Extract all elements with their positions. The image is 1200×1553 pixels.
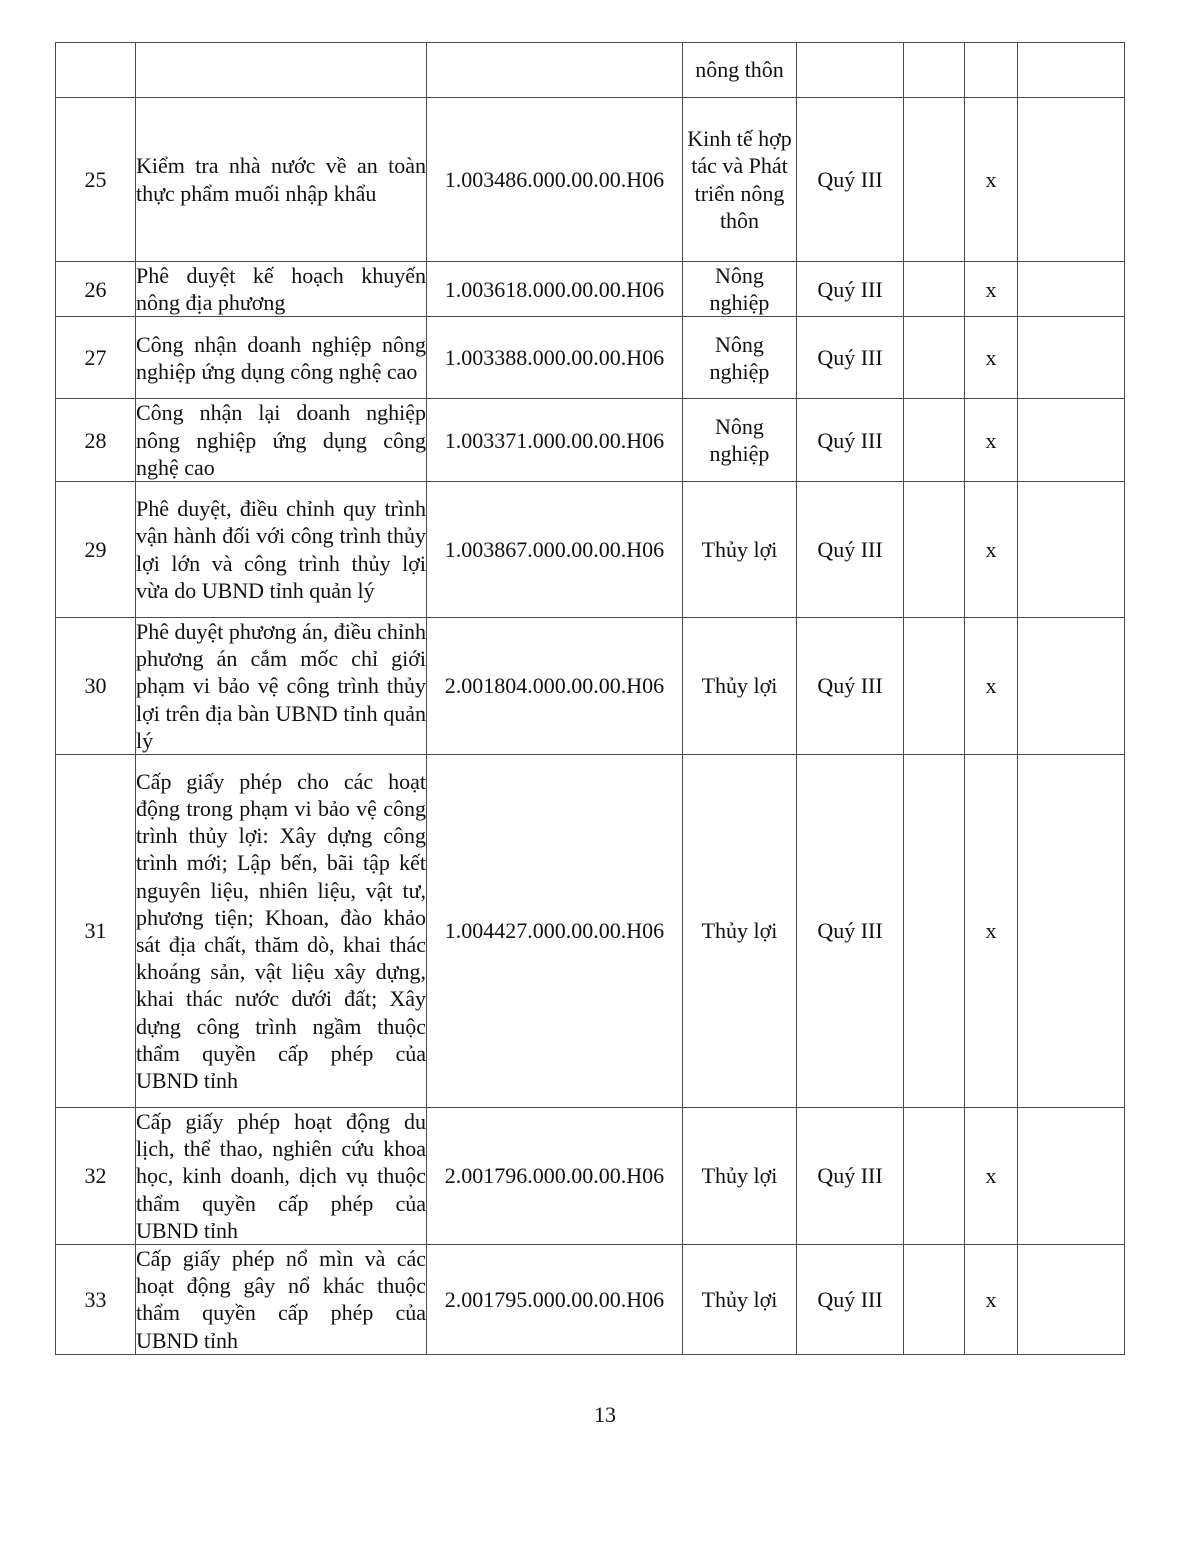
cell-col6: [904, 618, 965, 755]
cell-quarter: Quý III: [797, 1245, 904, 1355]
cell-stt: 26: [56, 262, 136, 317]
cell-name: Cấp giấy phép cho các hoạt động trong phạm vi bảo vệ công trình thủy lợi: Xây dựng công trình mới; Lập bến, bãi tập kết nguyên liệu, nhiên liệu, vật tư, phương tiện; Khoan, đào khảo sát địa chất, thăm dò, khai thác khoáng sản, vật liệu xây dựng, khai thác nước dưới đất; Xây dựng công trình ngầm thuộc thẩm quyền cấp phép của UBND tỉnh: [136, 755, 427, 1108]
cell-col6: [904, 43, 965, 98]
cell-field: Kinh tế hợp tác và Phát triển nông thôn: [683, 98, 797, 262]
cell-code: [427, 43, 683, 98]
cell-code: 1.003371.000.00.00.H06: [427, 399, 683, 482]
cell-col8: [1018, 755, 1125, 1108]
cell-quarter: Quý III: [797, 1108, 904, 1245]
cell-code: 1.003867.000.00.00.H06: [427, 482, 683, 618]
cell-col8: [1018, 399, 1125, 482]
cell-col8: [1018, 43, 1125, 98]
table-row: [56, 482, 1125, 618]
cell-name: Cấp giấy phép nổ mìn và các hoạt động gây nổ khác thuộc thẩm quyền cấp phép của UBND tỉnh: [136, 1246, 426, 1353]
cell-col7: x: [965, 317, 1018, 399]
cell-stt: 25: [56, 98, 136, 262]
cell-quarter: Quý III: [797, 755, 904, 1108]
cell-field: Thủy lợi: [683, 755, 797, 1108]
cell-name: Phê duyệt, điều chỉnh quy trình vận hành đối với công trình thủy lợi lớn và công trình thủy lợi vừa do UBND tỉnh quản lý: [136, 482, 427, 618]
procedures-table: [55, 42, 1125, 1355]
page-number: 13: [594, 1402, 616, 1427]
cell-field: Thủy lợi: [683, 1108, 797, 1245]
cell-col7: x: [965, 618, 1018, 755]
cell-col8: [1018, 1108, 1125, 1245]
cell-col7: [965, 43, 1018, 98]
cell-col6: [904, 399, 965, 482]
cell-col7: x: [965, 399, 1018, 482]
cell-col8: [1018, 618, 1125, 755]
cell-field: Nông nghiệp: [683, 399, 797, 482]
cell-quarter: Quý III: [797, 98, 904, 262]
cell-stt: 27: [56, 317, 136, 399]
cell-quarter: Quý III: [797, 399, 904, 482]
table-row: [56, 399, 1125, 482]
cell-code: 1.003486.000.00.00.H06: [427, 98, 683, 262]
cell-col6: [904, 1245, 965, 1355]
cell-quarter: Quý III: [797, 482, 904, 618]
cell-stt: 31: [56, 755, 136, 1108]
cell-col6: [904, 482, 965, 618]
cell-code: 1.003618.000.00.00.H06: [427, 262, 683, 317]
cell-field: Nông nghiệp: [683, 317, 797, 399]
cell-field: Thủy lợi: [683, 1245, 797, 1355]
cell-stt: 32: [56, 1108, 136, 1245]
cell-stt: [56, 43, 136, 98]
cell-name: Phê duyệt kế hoạch khuyến nông địa phương: [136, 263, 426, 316]
cell-col7: x: [965, 482, 1018, 618]
cell-name: Công nhận doanh nghiệp nông nghiệp ứng dụng công nghệ cao: [136, 317, 427, 399]
table-row: [56, 98, 1125, 262]
cell-code: 1.003388.000.00.00.H06: [427, 317, 683, 399]
cell-name: Kiểm tra nhà nước về an toàn thực phẩm muối nhập khẩu: [136, 98, 427, 262]
table-row: [56, 1108, 1125, 1245]
table-row-continuation: [56, 43, 1125, 98]
cell-col7: x: [965, 262, 1018, 317]
cell-field: nông thôn: [683, 43, 797, 98]
cell-col7: x: [965, 1108, 1018, 1245]
cell-col7: x: [965, 1245, 1018, 1355]
cell-col6: [904, 98, 965, 262]
cell-name: [136, 43, 427, 98]
cell-quarter: Quý III: [797, 618, 904, 755]
table-row: [56, 317, 1125, 399]
cell-name: Phê duyệt phương án, điều chỉnh phương án cắm mốc chỉ giới phạm vi bảo vệ công trình thủy lợi trên địa bàn UBND tỉnh quản lý: [136, 619, 426, 753]
table-row: [56, 755, 1125, 1108]
cell-col6: [904, 262, 965, 317]
cell-col8: [1018, 1245, 1125, 1355]
table-body: [56, 43, 1125, 1355]
cell-col7: x: [965, 755, 1018, 1108]
cell-field: Thủy lợi: [683, 618, 797, 755]
cell-stt: 29: [56, 482, 136, 618]
cell-col8: [1018, 98, 1125, 262]
cell-col8: [1018, 482, 1125, 618]
cell-code: 2.001796.000.00.00.H06: [427, 1108, 683, 1245]
cell-quarter: [797, 43, 904, 98]
cell-col6: [904, 755, 965, 1108]
cell-col8: [1018, 262, 1125, 317]
cell-col7: x: [965, 98, 1018, 262]
table-row: [56, 1245, 1125, 1355]
cell-col8: [1018, 317, 1125, 399]
cell-field: Nông nghiệp: [683, 262, 797, 317]
cell-quarter: Quý III: [797, 262, 904, 317]
cell-quarter: Quý III: [797, 317, 904, 399]
cell-stt: 33: [56, 1245, 136, 1355]
cell-col6: [904, 317, 965, 399]
table-row: [56, 618, 1125, 755]
cell-col6: [904, 1108, 965, 1245]
cell-stt: 28: [56, 399, 136, 482]
cell-code: 2.001795.000.00.00.H06: [427, 1245, 683, 1355]
cell-stt: 30: [56, 618, 136, 755]
cell-code: 2.001804.000.00.00.H06: [427, 618, 683, 755]
table-row: [56, 262, 1125, 317]
cell-code: 1.004427.000.00.00.H06: [427, 755, 683, 1108]
cell-name: Công nhận lại doanh nghiệp nông nghiệp ứng dụng công nghệ cao: [136, 400, 426, 480]
cell-field: Thủy lợi: [683, 482, 797, 618]
cell-name: Cấp giấy phép hoạt động du lịch, thể thao, nghiên cứu khoa học, kinh doanh, dịch vụ thuộc thẩm quyền cấp phép của UBND tỉnh: [136, 1109, 426, 1243]
